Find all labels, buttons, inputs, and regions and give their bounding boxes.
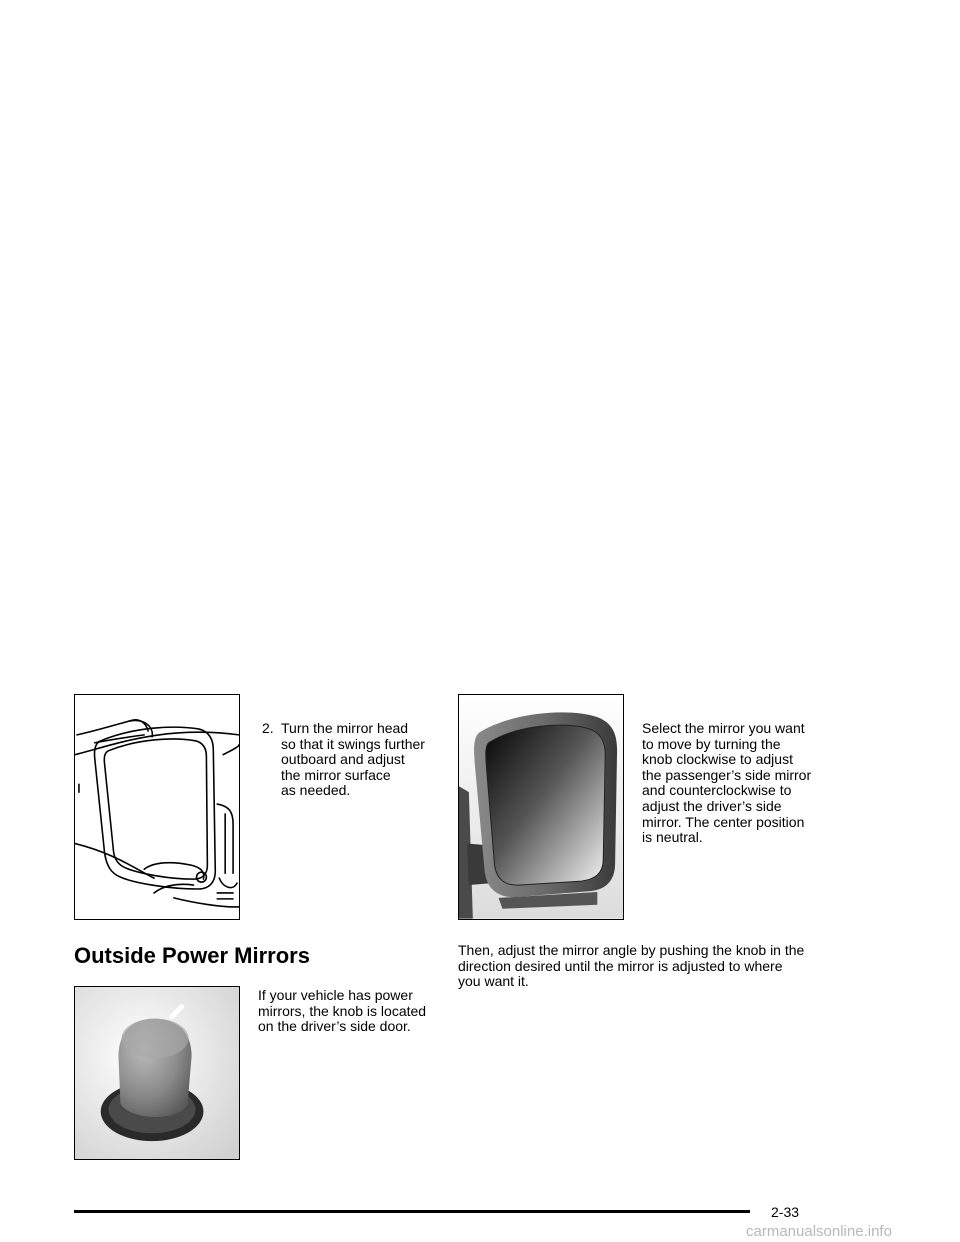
text-line: Select the mirror you want [642,720,805,736]
side-mirror-photo [458,694,624,920]
step-2-text [262,721,447,799]
text-line: mirrors, the knob is located [258,1002,427,1019]
text-line: the mirror surface [281,766,391,783]
text-line: knob clockwise to adjust [642,751,793,768]
select-mirror-text [642,721,842,846]
text-line: the passenger’s side mirror [642,766,812,783]
text-line: is neutral. [642,829,703,846]
step-number: 2. [262,720,274,736]
mirror-knob-photo [74,986,240,1160]
section-heading: Outside Power Mirrors [74,943,310,968]
text-line: Turn the mirror head [281,720,409,736]
text-line: outboard and adjust [281,751,405,768]
text-line: on the driver’s side door. [258,1018,411,1035]
page-number: 2-33 [771,1204,800,1220]
text-line: and counterclockwise to [642,782,792,799]
text-line: so that it swings further [281,735,425,752]
text-line: If your vehicle has power [258,987,413,1003]
footer-rule [74,1210,750,1213]
side-mirror-image [459,695,623,919]
hands-mirror-drawing [75,695,239,919]
knob-location-text [258,988,448,1035]
text-line: direction desired until the mirror is adjusted to where [458,957,783,974]
watermark: carmanualsonline.info [746,1223,892,1240]
text-line: adjust the driver’s side [642,797,782,814]
text-line: to move by turning the [642,735,781,752]
text-line: Then, adjust the mirror angle by pushing the knob in the [458,942,805,958]
text-line: mirror. The center position [642,813,805,830]
text-line: you want it. [458,973,529,990]
knob-image [75,987,239,1159]
adjust-angle-text [458,943,858,990]
text-line: as needed. [281,782,351,799]
mirror-head-adjust-illustration [74,694,240,920]
